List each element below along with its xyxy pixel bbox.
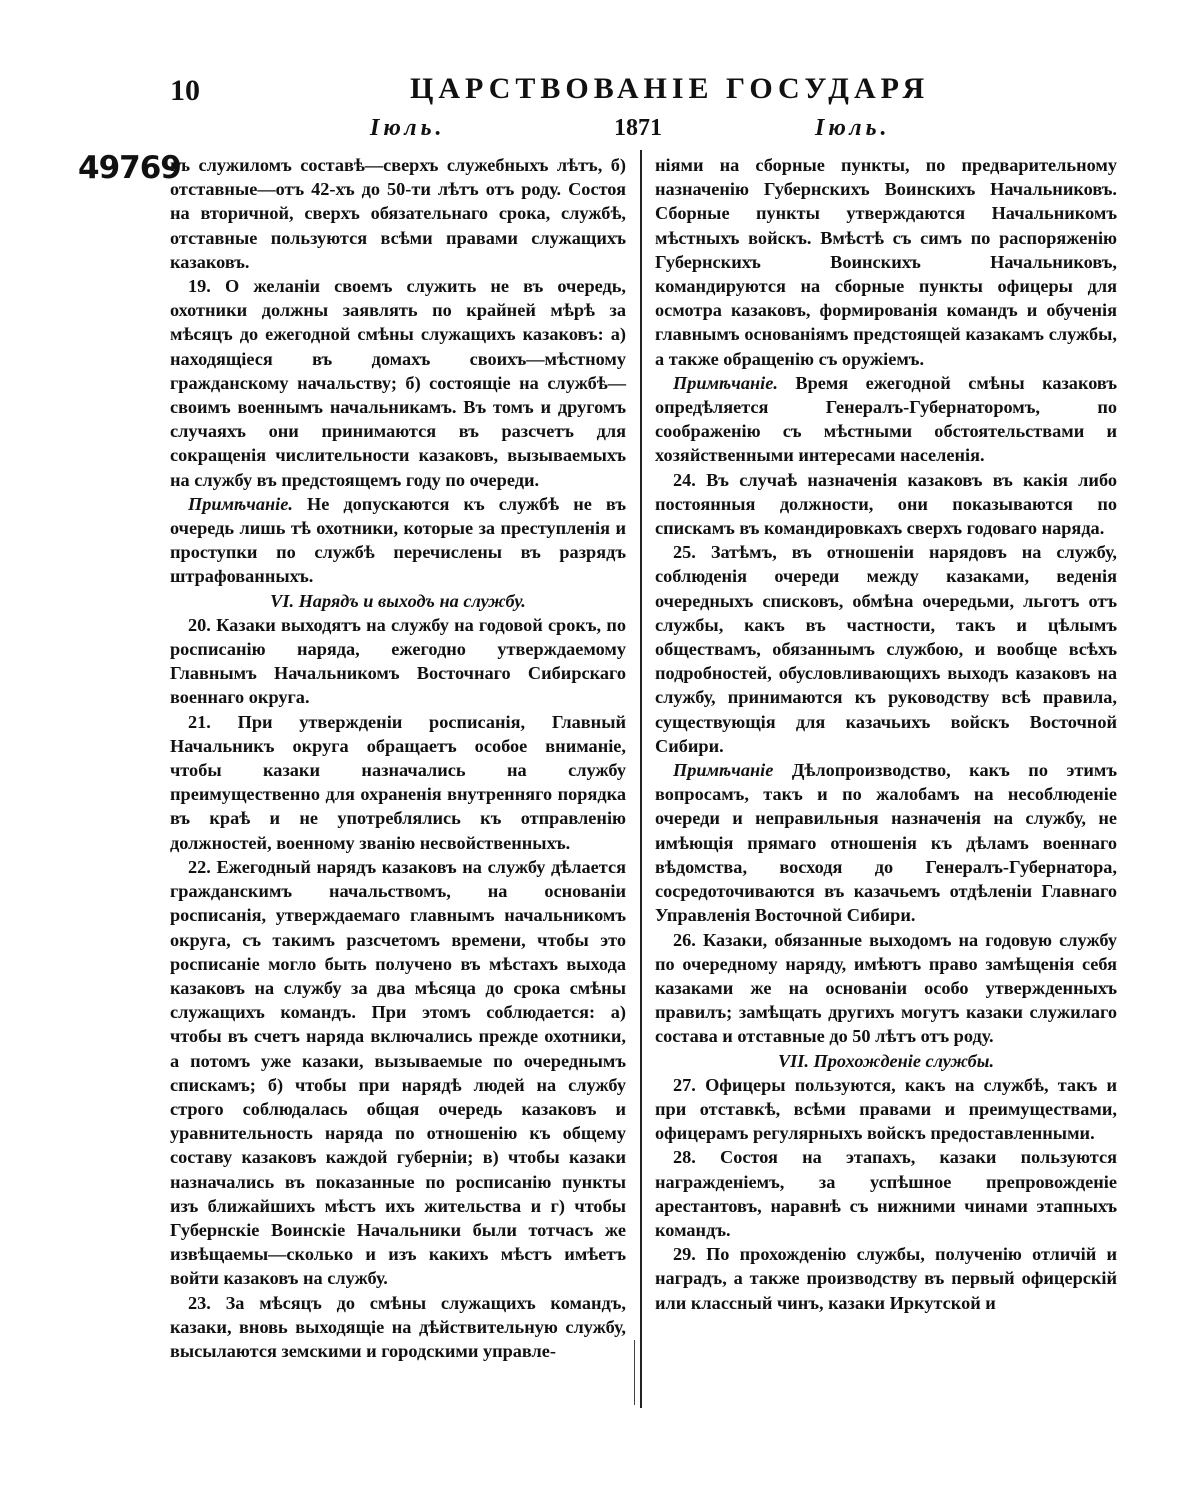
article-number: 24. (673, 469, 696, 490)
month-left: Іюль. (370, 115, 446, 141)
month-right: Іюль. (815, 115, 891, 141)
article-text: По прохожденію службы, полученію отличій и наградъ, а также производству въ первый офицерскій или классный чинъ, казаки Иркутской и (655, 1244, 1117, 1313)
article-28 (655, 1145, 1117, 1242)
article-text: Ежегодный нарядъ казаковъ на службу дѣлается гражданскимъ начальствомъ, на основаніи росписанія, утверждаемаго главнымъ начальникомъ округа, съ такимъ разсчетомъ времени, чтобы это росписаніе могло быть получено въ мѣстахъ выхода казаковъ на службу за два мѣсяца до срока смѣны служащихъ командъ. При этомъ соблюдается: а) чтобы въ счетъ наряда включались прежде охотники, а потомъ уже казаки, вызываемые по очереднымъ спискамъ; б) чтобы при нарядѣ людей на службу строго соблюдалась общая очередь казаковъ и уравнительность наряда по отношенію къ общему составу казаковъ каждой губерніи; в) чтобы казаки назначались въ показанные по росписанію пункты изъ ближайшихъ мѣстъ ихъ жительства и г) чтобы Губернскіе Воинскіе Начальники были тотчасъ же извѣщаемы—сколько и изъ какихъ мѣстъ имѣетъ войти казаковъ на службу. (170, 856, 626, 1289)
section-heading-vii: VII. Прохожденіе службы. (777, 1050, 995, 1071)
article-text: При утвержденіи росписанія, Главный Начальникъ округа обращаетъ особое вниманіе, чтобы казаки назначались на службу преимущественно для охраненія внутренняго порядка въ краѣ и не употреблялись къ отправленію должностей, военному званію несвойственныхъ. (170, 711, 626, 853)
article-25 (655, 540, 1117, 758)
article-number: 23. (188, 1292, 211, 1313)
article-text: Состоя на этапахъ, казаки пользуются награжденіемъ, за успѣшное препровожденіе арестантовъ, наравнѣ съ нижними чинами этапныхъ командъ. (655, 1147, 1118, 1240)
article-text: Офицеры пользуются, какъ на службѣ, такъ и при отставкѣ, всѣми правами и преимуществами, офицерамъ регулярныхъ войскъ предоставленными. (655, 1074, 1117, 1144)
document-number: 49769 (78, 150, 181, 186)
article-text: Затѣмъ, въ отношеніи нарядовъ на службу, соблюденія очереди между казаками, веденія очередныхъ списковъ, обмѣна очередьми, льготъ отъ службы, какъ въ частности, такъ и цѣлымъ обществамъ, обязаннымъ службою, и вообще всѣхъ подробностей, обусловливающихъ выходъ казаковъ на службу, принимаются къ руководству всѣ правила, существующія для казачьихъ войскъ Восточной Сибири. (655, 542, 1117, 756)
article-23 (170, 1291, 626, 1364)
article-number: 29. (673, 1244, 696, 1265)
date-line (0, 115, 1200, 145)
article-text: Казаки, обязанные выходомъ на годовую службу по очередному наряду, имѣютъ право замѣщенія себя казаками же на основаніи особо утвержденныхъ правилъ; замѣщать другихъ могутъ казаки служилаго состава и отставные до 50 лѣтъ отъ роду. (655, 929, 1117, 1047)
continuation-paragraph: ніями на сборные пункты, по предварительному назначенію Губернскихъ Воинскихъ Начальниковъ. Сборные пункты утверждаются Начальникомъ мѣстныхъ войскъ. Вмѣстѣ съ симъ по распоряженію Губернскихъ Воинскихъ Начальниковъ, командируются на сборные пункты офицеры для осмотра казаковъ, формированія командъ и обученія главнымъ основаніямъ предстоящей казакамъ службы, а также обращенію съ оружіемъ. (655, 155, 1117, 369)
article-number: 22. (188, 856, 211, 877)
article-number: 21. (188, 711, 211, 732)
note-label: Примѣчаніе (673, 760, 774, 781)
article-text: За мѣсяцъ до смѣны служащихъ командъ, казаки, вновь выходящіе на дѣйствительную службу, высылаются земскими и городскими управле- (170, 1292, 626, 1361)
article-text: Казаки выходятъ на службу на годовой срокъ, по росписанію наряда, ежегодно утверждаемому Главнымъ Начальникомъ Восточнаго Сибирскаго военнаго округа. (170, 614, 626, 708)
article-number: 27. (673, 1074, 696, 1095)
section-heading-vi: VI. Нарядъ и выходъ на службу. (270, 590, 526, 611)
note-label: Примѣчаніе. (673, 372, 778, 393)
article-27 (655, 1073, 1117, 1146)
note-text: Время ежегодной смѣны казаковъ опредѣляется Генералъ-Губернаторомъ, по соображенію съ мѣстными обстоятельствами и хозяйственными интересами населенія. (655, 372, 1118, 466)
article-22 (170, 855, 626, 1291)
note-label: Примѣчаніе. (188, 493, 293, 514)
running-title: ЦАРСТВОВАНІЕ ГОСУДАРЯ (410, 72, 930, 105)
note-text: Дѣлопроизводство, какъ по этимъ вопросамъ, такъ и по жалобамъ на несоблюденіе очереди и неправильныя назначенія на службу, не имѣющія прямаго отношенія къ дѣламъ военнаго вѣдомства, восходя до Генералъ-Губернатора, сосредоточиваются въ казачьемъ отдѣленіи Главнаго Управленія Восточной Сибири. (655, 760, 1117, 926)
article-text: О желаніи своемъ служить не въ очередь, охотники должны заявлять по крайней мѣрѣ за мѣсяцъ до ежегодной смѣны служащихъ казаковъ: а) находящіеся въ домахъ своихъ—мѣстному гражданскому начальству; б) состоящіе на службѣ—своимъ военнымъ начальникамъ. Въ томъ и другомъ случаяхъ они принимаются въ разсчетъ для сокращенія числительности казаковъ, вызываемыхъ на службу въ предстоящемъ году по очереди. (170, 276, 626, 490)
page-number: 10 (170, 74, 200, 107)
article-20 (170, 613, 626, 710)
article-29 (655, 1242, 1117, 1315)
article-19 (170, 274, 626, 492)
article-number: 25. (673, 542, 696, 563)
note-text: Не допускаются къ службѣ не въ очередь лишь тѣ охотники, которые за преступленія и проступки по службѣ перечислены въ разрядъ штрафованныхъ. (170, 493, 626, 587)
left-column (170, 153, 626, 1363)
article-number: 26. (673, 929, 696, 950)
year: 1871 (614, 115, 662, 141)
continuation-paragraph: въ служиломъ составѣ—сверхъ служебныхъ лѣтъ, б) отставные—отъ 42-хъ до 50-ти лѣтъ отъ роду. Состоя на вторичной, сверхъ обязательнаго срока, службѣ, отставные пользуются всѣми правами служащихъ казаковъ. (170, 155, 626, 272)
note (655, 371, 1117, 468)
article-21 (170, 710, 626, 855)
column-divider (640, 150, 642, 1408)
article-text: Въ случаѣ назначенія казаковъ въ какія либо постоянныя должности, они показываются по спискамъ въ командировкахъ сверхъ годоваго наряда. (655, 469, 1117, 539)
right-column (655, 153, 1117, 1315)
article-26 (655, 928, 1117, 1049)
article-number: 20. (188, 614, 211, 635)
article-number: 19. (188, 276, 211, 297)
note (655, 758, 1117, 927)
article-24 (655, 468, 1117, 541)
note (170, 492, 626, 589)
article-number: 28. (673, 1147, 696, 1168)
column-divider-secondary (634, 1340, 635, 1405)
